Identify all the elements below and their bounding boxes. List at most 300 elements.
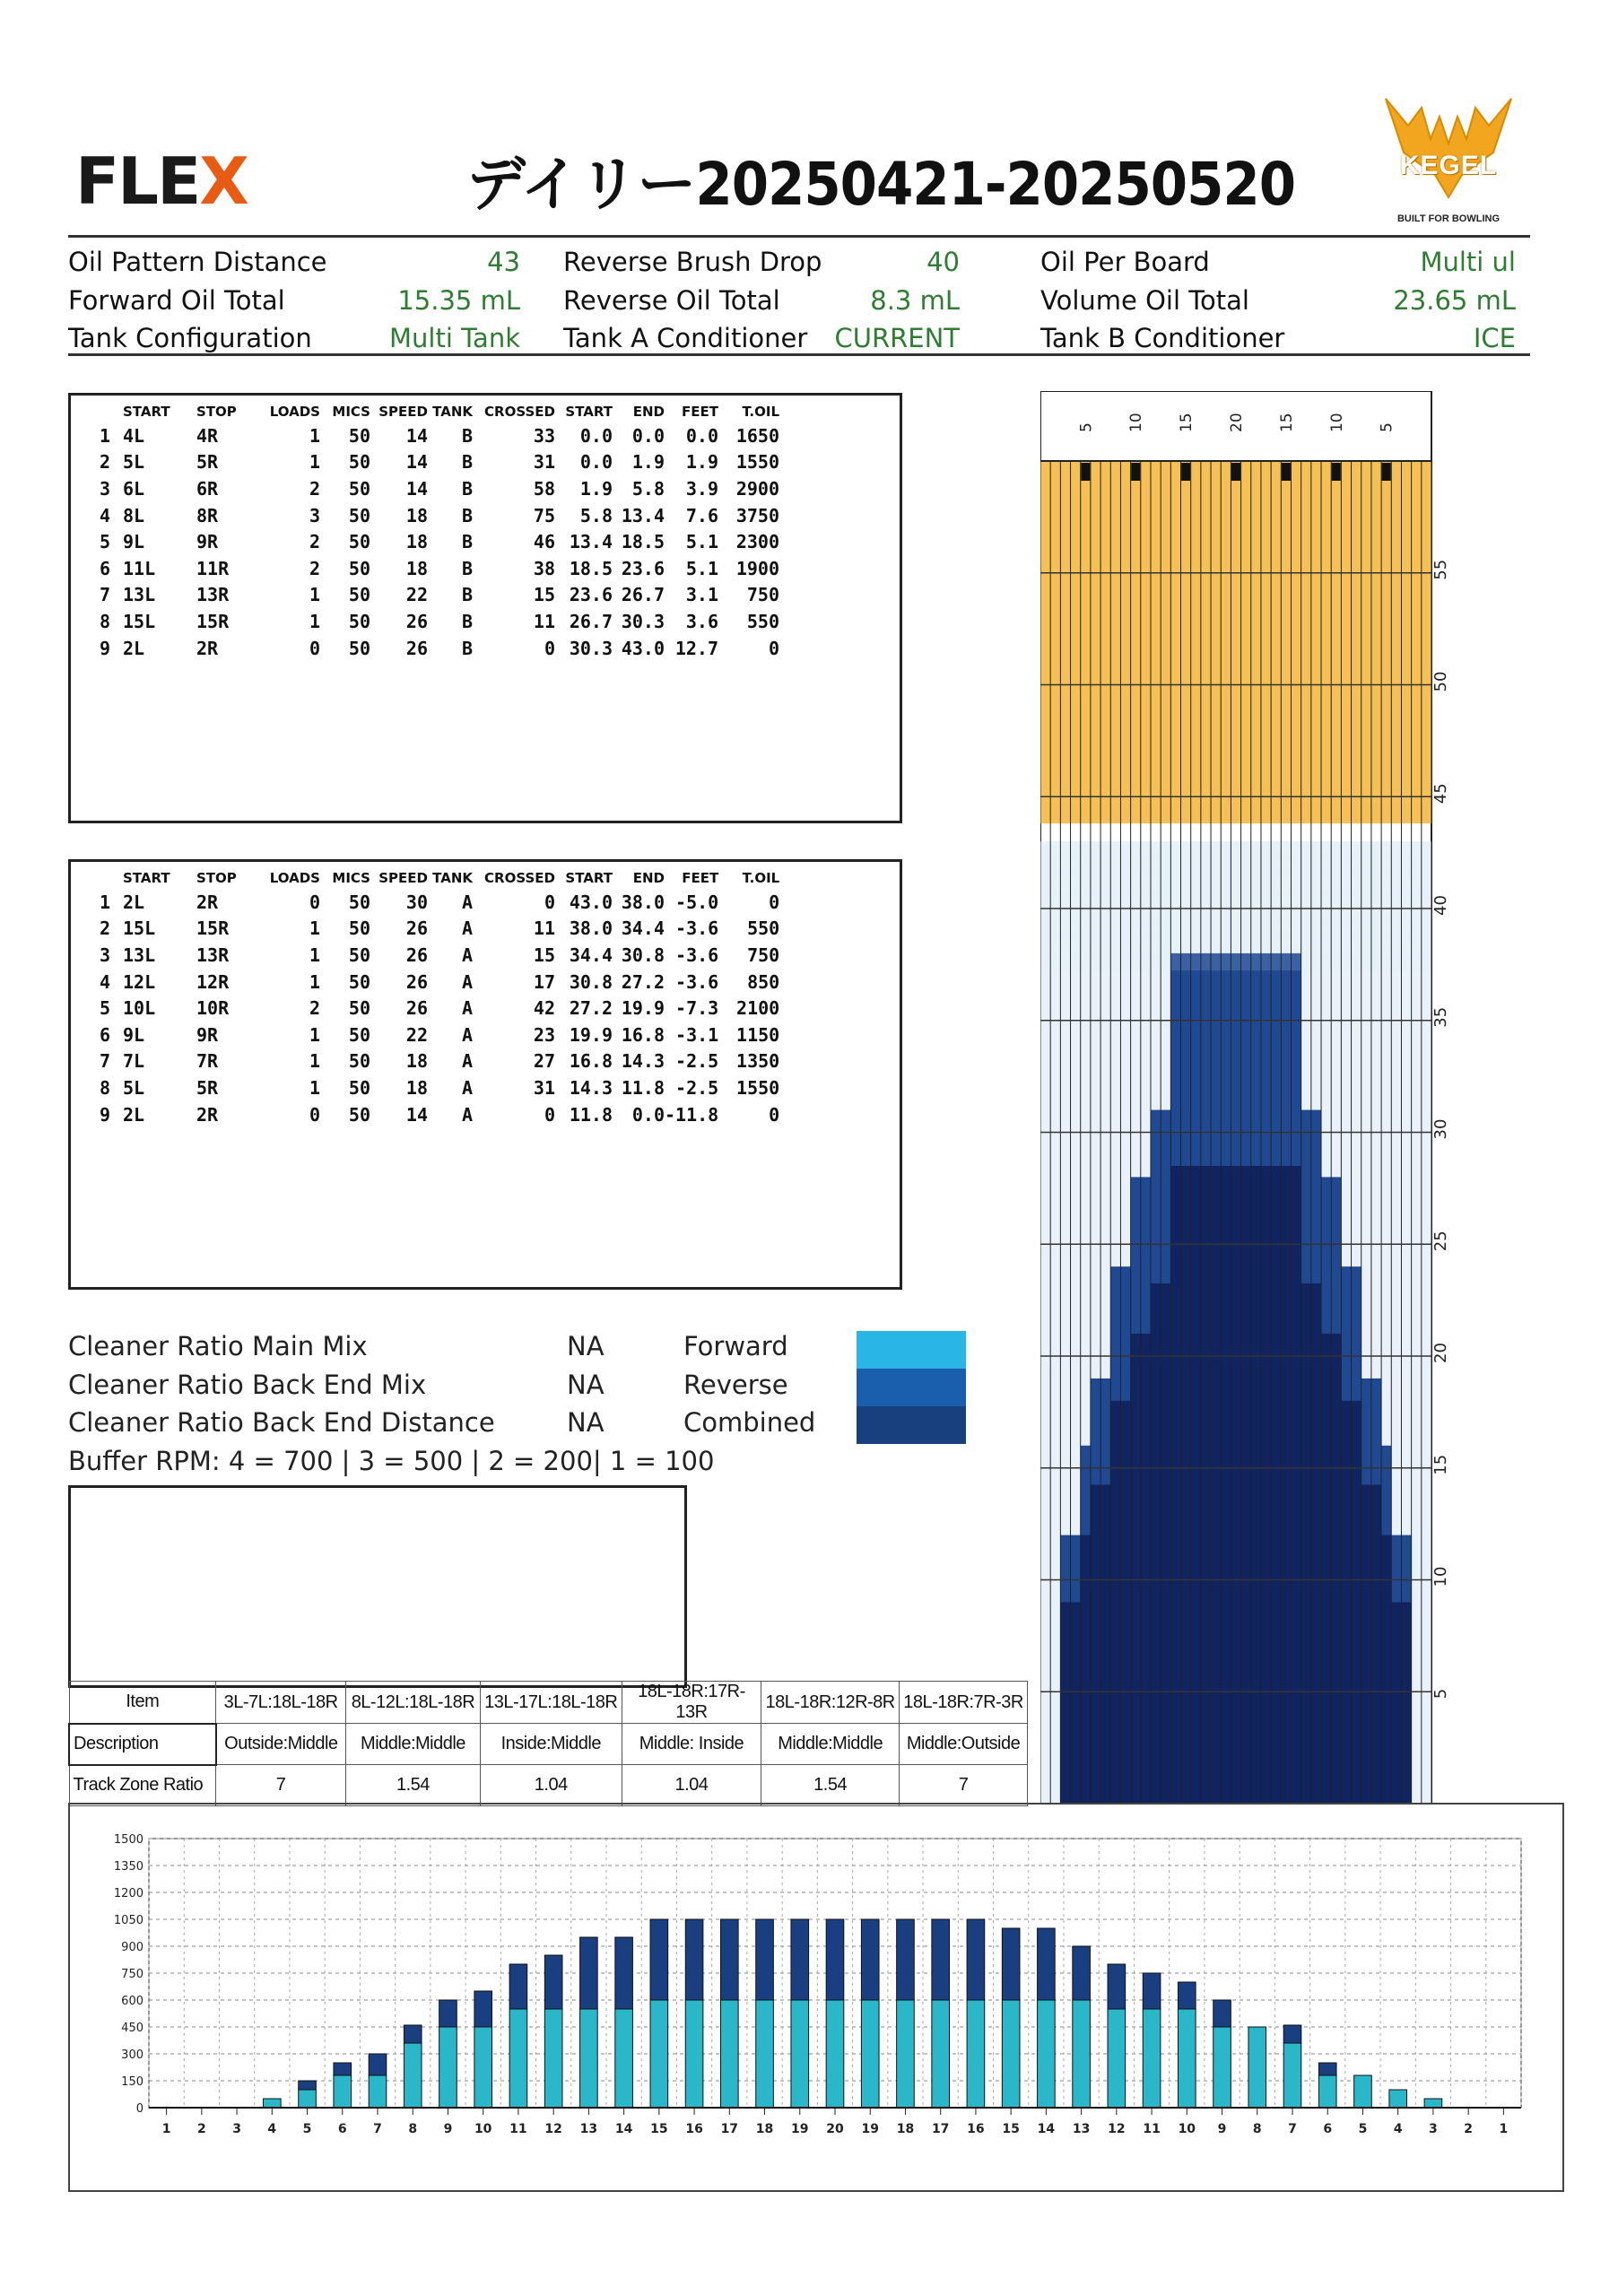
step-cell: A <box>461 944 473 966</box>
step-cell: 6 <box>99 1023 110 1046</box>
lane-board-oil-dense <box>1170 1166 1180 1804</box>
column-header-start: START <box>123 404 170 420</box>
step-cell: 15R <box>196 610 230 632</box>
step-cell: 5L <box>123 451 145 474</box>
step-cell: 4 <box>99 970 110 993</box>
cleaner-back-end-mix-label: Cleaner Ratio Back End Mix <box>68 1370 427 1400</box>
step-cell: -2.5 <box>675 1050 719 1073</box>
track-zone-ratio-row <box>69 1765 1028 1806</box>
step-cell: 31 <box>533 1076 555 1099</box>
step-cell: 1.9 <box>579 477 613 500</box>
lane-distance-label: 15 <box>1431 1454 1450 1475</box>
summary-label: Tank Configuration <box>68 323 312 353</box>
lane-target-arrow <box>1131 463 1140 481</box>
chart-bar <box>1179 1982 1196 2009</box>
step-cell: A <box>461 970 473 993</box>
track-zone-cell: Inside:Middle <box>480 1724 622 1765</box>
step-cell: 18 <box>405 557 428 579</box>
cleaner-main-mix-label: Cleaner Ratio Main Mix <box>68 1331 368 1361</box>
step-cell: 8R <box>196 504 219 526</box>
column-header-start: START <box>565 404 613 420</box>
cleaner-back-end-distance-value: NA <box>567 1407 605 1438</box>
step-cell: 1 <box>309 1023 320 1046</box>
step-cell: 0 <box>544 1103 555 1126</box>
summary-label: Oil Pattern Distance <box>68 247 327 277</box>
lane-board-oil-dense <box>1060 1602 1070 1804</box>
chart-x-tick-label: 12 <box>544 2122 562 2136</box>
step-cell: 13.4 <box>569 531 613 553</box>
step-cell: 26.7 <box>621 584 665 606</box>
step-cell: 18 <box>405 531 428 553</box>
step-cell: 14 <box>405 451 428 474</box>
lane-fade-band <box>1040 841 1431 857</box>
track-zone-cell: 7 <box>216 1765 346 1806</box>
step-cell: 50 <box>348 504 370 526</box>
column-header-speed: SPEED <box>378 870 428 886</box>
summary-value: 8.3 mL <box>870 285 960 316</box>
step-cell: 7 <box>99 1050 110 1073</box>
step-number-header <box>78 867 110 889</box>
track-zone-cell: 1.04 <box>622 1765 761 1806</box>
track-zone-header: Item <box>69 1682 216 1724</box>
reverse-steps-box <box>68 859 902 1290</box>
step-cell: 7.6 <box>685 504 718 526</box>
step-cell: 9 <box>99 637 110 659</box>
step-cell: 750 <box>747 944 780 966</box>
track-zone-header-row <box>69 1682 1028 1724</box>
step-cell: 12L <box>123 970 156 993</box>
step-row <box>78 1022 779 1048</box>
step-cell: 550 <box>746 610 779 632</box>
lane-board-background <box>1040 841 1050 1804</box>
step-row <box>78 582 779 609</box>
step-cell: 18.5 <box>621 531 665 553</box>
chart-x-tick-label: 1 <box>161 2122 171 2136</box>
step-cell: 19.9 <box>621 997 665 1020</box>
lane-distance-label: 10 <box>1431 1566 1450 1587</box>
column-header-feet: FEET <box>682 870 719 886</box>
step-cell: 15L <box>123 918 156 940</box>
step-cell: 13L <box>123 944 156 966</box>
chart-x-tick-label: 9 <box>1217 2122 1227 2136</box>
chart-bar <box>791 2000 809 2108</box>
step-cell: 50 <box>348 1076 370 1099</box>
chart-y-tick-label: 150 <box>121 2075 144 2089</box>
step-cell: 0 <box>309 891 320 913</box>
chart-bar <box>861 2000 879 2108</box>
step-cell: 5R <box>196 1076 219 1099</box>
step-row <box>78 916 779 943</box>
step-cell: 2 <box>99 918 110 940</box>
lane-board-oil-dense <box>1120 1401 1130 1804</box>
chart-bar <box>580 2009 598 2108</box>
chart-x-tick-label: 15 <box>650 2122 668 2136</box>
step-cell: 1550 <box>736 1076 780 1099</box>
step-cell: 0 <box>768 637 779 659</box>
chart-bar <box>1143 2009 1161 2108</box>
chart-x-tick-label: 11 <box>509 2122 527 2136</box>
lane-board-background <box>1412 841 1422 1804</box>
step-cell: 50 <box>348 637 370 659</box>
step-cell: 2100 <box>736 997 780 1020</box>
track-zone-header: 13L-17L:18L-18R <box>480 1682 622 1724</box>
lane-distance-label: 30 <box>1431 1118 1450 1140</box>
lane-target-arrow <box>1332 463 1341 481</box>
forward-steps-box <box>68 393 902 823</box>
chart-bar <box>1108 1964 1126 2009</box>
step-cell: 9L <box>123 1023 145 1046</box>
step-cell: 14 <box>405 477 428 500</box>
step-cell: 0 <box>769 1103 780 1126</box>
chart-bar <box>544 2009 562 2108</box>
chart-x-tick-label: 17 <box>931 2122 950 2136</box>
step-row <box>78 1048 779 1075</box>
summary-value: Multi Tank <box>389 323 520 353</box>
legend-forward-label: Forward <box>683 1331 788 1361</box>
lane-board-oil-dense <box>1341 1401 1351 1804</box>
step-cell: 9L <box>123 531 145 553</box>
step-cell: 11.8 <box>621 1076 665 1099</box>
step-cell: 38.0 <box>569 918 613 940</box>
chart-bar <box>439 2027 457 2108</box>
chart-bar <box>1038 1928 1056 2000</box>
step-cell: 5 <box>99 531 110 553</box>
step-cell: 6L <box>123 477 145 500</box>
chart-x-tick-label: 8 <box>408 2122 418 2136</box>
step-cell: 1900 <box>735 557 779 579</box>
summary-value: 40 <box>926 247 960 277</box>
step-cell: 26 <box>405 610 428 632</box>
step-cell: 14.3 <box>621 1050 665 1073</box>
summary-label: Tank B Conditioner <box>1040 323 1285 353</box>
track-zone-cell: 1.54 <box>761 1765 900 1806</box>
column-header-tank: TANK <box>432 870 473 886</box>
step-cell: B <box>461 451 473 474</box>
chart-bar <box>404 2043 422 2108</box>
step-cell: 4R <box>196 424 219 447</box>
step-cell: 12.7 <box>674 637 718 659</box>
step-cell: 8 <box>99 610 110 632</box>
chart-bar <box>334 2063 352 2075</box>
step-cell: 3 <box>99 477 110 500</box>
chart-x-tick-label: 15 <box>1002 2122 1020 2136</box>
step-cell: 27.2 <box>621 970 665 993</box>
lane-distance-label: 45 <box>1431 783 1450 804</box>
step-cell: -11.8 <box>665 1103 719 1126</box>
step-cell: A <box>461 1076 473 1099</box>
chart-x-tick-label: 5 <box>1358 2122 1368 2136</box>
chart-bar <box>650 2000 668 2108</box>
lane-board-label: 15 <box>1277 413 1296 432</box>
lane-oil-graph <box>1040 391 1455 1804</box>
chart-bar <box>334 2075 352 2108</box>
step-cell: 50 <box>348 1023 370 1046</box>
column-header-loads: LOADS <box>269 404 320 420</box>
lane-distance-label: 25 <box>1431 1231 1450 1252</box>
step-cell: 1 <box>309 1050 320 1073</box>
track-zone-description-row <box>69 1724 1028 1765</box>
chart-y-tick-label: 1350 <box>113 1860 144 1874</box>
chart-bar <box>1283 2025 1301 2043</box>
chart-bar <box>439 2000 457 2027</box>
cleaner-back-end-distance-label: Cleaner Ratio Back End Distance <box>68 1407 495 1438</box>
step-cell: 1 <box>309 1076 320 1099</box>
step-cell: 16.8 <box>621 1023 665 1046</box>
kegel-logo <box>1381 90 1516 233</box>
step-cell: 4L <box>123 424 145 447</box>
chart-x-tick-label: 11 <box>1143 2122 1161 2136</box>
legend-forward-swatch <box>857 1331 966 1369</box>
lane-board-background <box>1422 841 1431 1804</box>
chart-x-tick-label: 4 <box>1393 2122 1403 2136</box>
step-cell: 9 <box>99 1103 110 1126</box>
lane-heads-area <box>1040 461 1431 823</box>
step-cell: 1.9 <box>631 451 665 474</box>
chart-bar <box>1248 2027 1266 2108</box>
lane-board-oil-dense <box>1241 1166 1251 1804</box>
chart-x-tick-label: 2 <box>196 2122 206 2136</box>
step-cell: 50 <box>348 1050 370 1073</box>
step-cell: 50 <box>348 1103 370 1126</box>
chart-bar <box>967 1919 985 2000</box>
step-cell: 19.9 <box>569 1023 613 1046</box>
lane-board-label: 10 <box>1327 413 1346 432</box>
chart-y-tick-label: 450 <box>121 2022 144 2035</box>
step-cell: 7 <box>99 584 110 606</box>
step-cell: 2L <box>123 891 145 913</box>
column-header-end: END <box>632 870 665 886</box>
column-header-end: END <box>632 404 665 420</box>
track-zone-header: 18L-18R:17R-13R <box>622 1682 761 1724</box>
step-row <box>78 942 779 969</box>
track-zone-cell: 7 <box>900 1765 1028 1806</box>
chart-bar <box>826 2000 844 2108</box>
column-header-loads: LOADS <box>269 870 320 886</box>
step-cell: 14.3 <box>569 1076 613 1099</box>
step-cell: 550 <box>747 918 780 940</box>
step-cell: 11.8 <box>569 1103 613 1126</box>
step-cell: 30.8 <box>621 944 665 966</box>
lane-board-oil-dense <box>1071 1602 1081 1804</box>
step-cell: 17 <box>533 970 555 993</box>
lane-board-label: 5 <box>1077 422 1096 432</box>
lane-board-oil-dense <box>1231 1166 1240 1804</box>
step-row <box>78 528 779 555</box>
header-divider-top <box>68 235 1530 238</box>
chart-x-tick-label: 9 <box>443 2122 453 2136</box>
step-cell: 850 <box>747 970 780 993</box>
step-cell: 9R <box>196 1023 219 1046</box>
step-row <box>78 449 779 476</box>
step-cell: 43.0 <box>569 891 613 913</box>
step-cell: B <box>461 557 473 579</box>
chart-x-tick-label: 2 <box>1464 2122 1474 2136</box>
lane-board-oil-dense <box>1100 1484 1110 1804</box>
summary-value: 15.35 mL <box>397 285 520 316</box>
chart-y-tick-label: 750 <box>121 1968 144 1981</box>
step-cell: 1550 <box>735 451 779 474</box>
lane-board-oil-dense <box>1201 1166 1211 1804</box>
column-header-toil: T.OIL <box>742 404 779 420</box>
header-divider-bottom <box>68 353 1530 356</box>
page-title: デイリー20250421-20250520 <box>466 150 1296 219</box>
step-cell: 2 <box>309 531 320 553</box>
step-cell: 23.6 <box>569 584 613 606</box>
step-cell: 13R <box>196 584 230 606</box>
step-cell: 0 <box>544 637 555 659</box>
step-cell: 3.1 <box>685 584 718 606</box>
step-cell: 7R <box>196 1050 219 1073</box>
chart-bar <box>299 2090 317 2108</box>
step-cell: 0.0 <box>579 424 613 447</box>
lane-board-oil-dense <box>1181 1166 1191 1804</box>
step-cell: 50 <box>348 970 370 993</box>
step-cell: 2L <box>123 637 145 659</box>
track-zone-table <box>68 1681 1028 1806</box>
step-row <box>78 889 779 916</box>
step-cell: 13.4 <box>621 504 665 526</box>
track-zone-cell: Middle:Outside <box>900 1724 1028 1765</box>
step-cell: 42 <box>533 997 555 1020</box>
chart-x-tick-label: 7 <box>1288 2122 1297 2136</box>
chart-bar <box>1318 2063 1336 2075</box>
summary-label: Volume Oil Total <box>1040 285 1249 316</box>
chart-bar <box>1108 2009 1126 2108</box>
legend-reverse-label: Reverse <box>683 1370 788 1400</box>
step-cell: 3 <box>99 944 110 966</box>
chart-bar <box>544 1955 562 2009</box>
notes-box <box>68 1485 687 1688</box>
step-cell: 11 <box>533 610 555 632</box>
step-cell: 15 <box>533 584 555 606</box>
chart-bar <box>474 1991 492 2027</box>
chart-bar <box>369 2075 387 2108</box>
summary-value: CURRENT <box>834 323 960 353</box>
chart-x-tick-label: 19 <box>861 2122 879 2136</box>
chart-y-tick-label: 600 <box>121 1995 144 2008</box>
step-cell: 26 <box>405 997 428 1020</box>
step-cell: 1650 <box>735 424 779 447</box>
step-cell: 2R <box>196 891 219 913</box>
step-cell: 26 <box>405 918 428 940</box>
summary-label: Tank A Conditioner <box>563 323 808 353</box>
chart-bar <box>791 1919 809 2000</box>
legend-combined-swatch <box>857 1406 966 1444</box>
lane-board-oil-dense <box>1371 1484 1381 1804</box>
step-cell: 2R <box>196 1103 219 1126</box>
chart-x-tick-label: 18 <box>896 2122 915 2136</box>
track-zone-cell: Outside:Middle <box>216 1724 346 1765</box>
step-cell: 8L <box>123 504 145 526</box>
step-cell: 50 <box>348 997 370 1020</box>
step-cell: -7.3 <box>675 997 719 1020</box>
step-cell: 58 <box>533 477 555 500</box>
column-header-speed: SPEED <box>378 404 428 420</box>
lane-board-oil-dense <box>1081 1535 1091 1804</box>
chart-bar <box>615 1937 633 2009</box>
step-cell: 38.0 <box>621 891 665 913</box>
lane-board-oil-dense <box>1161 1283 1170 1804</box>
chart-x-tick-label: 14 <box>1037 2122 1056 2136</box>
chart-x-tick-label: 6 <box>1323 2122 1333 2136</box>
step-cell: A <box>461 891 473 913</box>
column-header-toil: T.OIL <box>742 870 780 886</box>
step-cell: 26 <box>405 637 428 659</box>
chart-y-tick-label: 1500 <box>113 1833 144 1847</box>
step-cell: -3.1 <box>675 1023 719 1046</box>
step-cell: 5.8 <box>579 504 613 526</box>
chart-bar <box>721 2000 739 2108</box>
step-cell: 5.1 <box>685 531 718 553</box>
step-cell: 13L <box>123 584 156 606</box>
step-cell: 0.0 <box>631 424 665 447</box>
chart-x-tick-label: 6 <box>337 2122 347 2136</box>
chart-bar <box>756 1919 774 2000</box>
chart-y-tick-label: 1050 <box>113 1914 144 1927</box>
lane-board-label: 15 <box>1178 413 1196 432</box>
chart-x-tick-label: 4 <box>267 2122 277 2136</box>
lane-board-oil-dense <box>1361 1484 1371 1804</box>
chart-y-tick-label: 900 <box>121 1941 144 1954</box>
flex-logo <box>75 144 248 219</box>
chart-bar <box>1073 1946 1091 2000</box>
brand-name: KEGEL <box>1399 151 1498 180</box>
step-cell: 0 <box>544 891 555 913</box>
step-cell: 30.3 <box>621 610 665 632</box>
lane-distance-label: 20 <box>1431 1343 1450 1363</box>
lane-board-oil-dense <box>1251 1166 1261 1804</box>
oil-per-board-chart <box>86 1821 1544 2179</box>
step-cell: 43.0 <box>621 637 665 659</box>
track-zone-cell: Middle:Middle <box>346 1724 481 1765</box>
lane-target-arrow <box>1282 463 1291 481</box>
step-cell: 0 <box>769 891 780 913</box>
step-cell: 31 <box>533 451 555 474</box>
step-cell: 18 <box>405 1076 428 1099</box>
track-zone-header: 8L-12L:18L-18R <box>346 1682 481 1724</box>
chart-bar <box>615 2009 633 2108</box>
step-cell: 1350 <box>736 1050 780 1073</box>
forward-steps-table <box>78 401 779 661</box>
column-header-mics: MICS <box>332 404 370 420</box>
summary-value: 23.65 mL <box>1393 285 1516 316</box>
track-zone-header: 18L-18R:7R-3R <box>900 1682 1028 1724</box>
step-cell: 50 <box>348 531 370 553</box>
lane-distance-label: 5 <box>1431 1688 1450 1700</box>
column-header-stop: STOP <box>196 870 237 886</box>
step-cell: 50 <box>348 557 370 579</box>
chart-x-tick-label: 14 <box>614 2122 633 2136</box>
chart-bar <box>1214 2027 1231 2108</box>
step-cell: 27.2 <box>569 997 613 1020</box>
step-cell: 1 <box>99 891 110 913</box>
lane-board-oil-dense <box>1321 1334 1331 1804</box>
step-cell: 1 <box>99 424 110 447</box>
step-cell: 18 <box>405 1050 428 1073</box>
step-cell: B <box>461 504 473 526</box>
step-cell: 13R <box>196 944 230 966</box>
chart-x-tick-label: 13 <box>1072 2122 1091 2136</box>
step-row <box>78 555 779 582</box>
lane-target-arrow <box>1382 463 1391 481</box>
chart-x-tick-label: 5 <box>302 2122 312 2136</box>
step-row <box>78 422 779 449</box>
chart-bar <box>932 2000 950 2108</box>
chart-x-tick-label: 20 <box>826 2122 844 2136</box>
chart-x-tick-label: 10 <box>1178 2122 1196 2136</box>
step-cell: 2 <box>309 557 320 579</box>
column-header-feet: FEET <box>682 404 718 420</box>
